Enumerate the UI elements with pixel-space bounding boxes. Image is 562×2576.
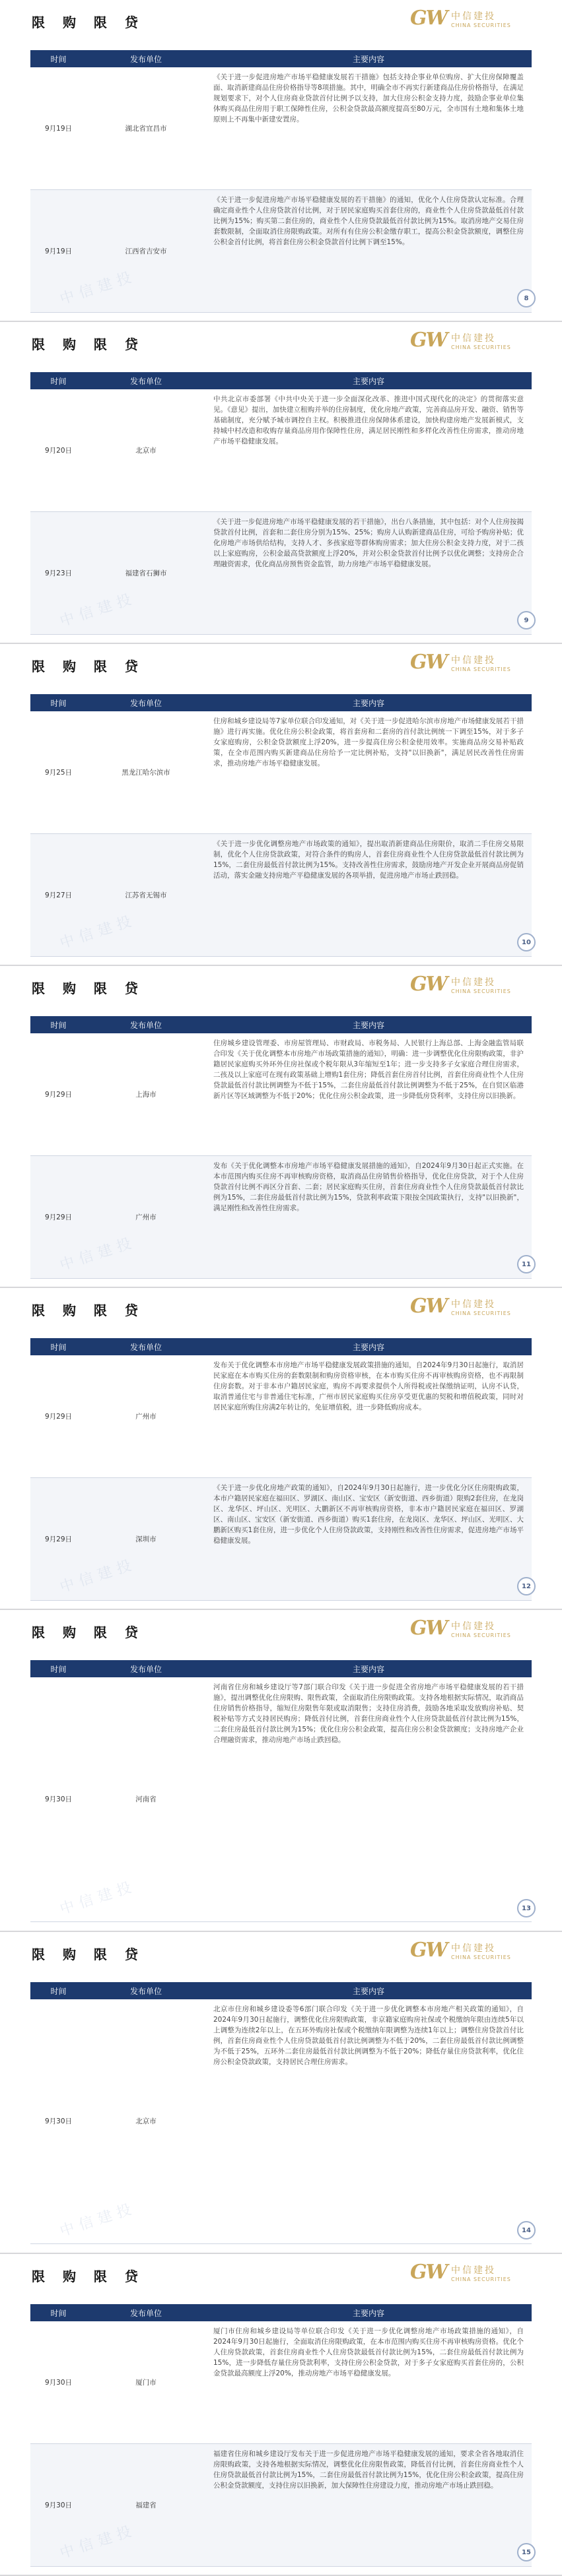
column-header-publisher: 发布单位 bbox=[129, 1986, 162, 1996]
slide-header bbox=[0, 1288, 562, 1329]
cell-time: 9月19日 bbox=[44, 124, 73, 133]
cell-time: 9月25日 bbox=[44, 768, 73, 777]
logo-name-cn: 中信建投 bbox=[451, 977, 496, 988]
slide-page bbox=[0, 0, 562, 322]
cell-time: 9月29日 bbox=[44, 1535, 73, 1543]
slide-page bbox=[0, 1288, 562, 1610]
logo-mark-icon: GW bbox=[410, 973, 447, 996]
watermark-text: 中信建投 bbox=[57, 1555, 139, 1596]
logo-name-en: CHINA SECURITIES bbox=[451, 666, 511, 672]
table-row bbox=[30, 1355, 532, 1478]
table-header-row bbox=[30, 1660, 532, 1677]
table-row bbox=[30, 2321, 532, 2444]
page-number-badge: 13 bbox=[517, 1899, 536, 1917]
cell-publisher: 上海市 bbox=[135, 1090, 157, 1099]
cell-time: 9月29日 bbox=[44, 1412, 73, 1421]
logo-name-cn: 中信建投 bbox=[451, 333, 496, 344]
column-header-content: 主要内容 bbox=[352, 2308, 384, 2318]
cell-content: 北京市住房和城乡建设委等6部门联合印发《关于进一步优化调整本市房地产相关政策的通知》，自2024年9月30日起施行，调整优化住房限购政策，非京籍家庭购房社保或个税缴纳年限由连续5年以上调整为连续2年以上，在五环外购房社保或个税缴纳年限调整为连续1年以上；调整住房贷款首付比例，首套住房商业性个人住房贷款最低首付款比例调整为不低于20%，二套住房最低首付款比例调整为不低于25%，五环外二套住房最低首付款比例调整为不低于20%；降低存量住房贷款利率，优化住房公积金贷款政策，支持居民合理住房需求。 bbox=[213, 2005, 524, 2066]
column-header-publisher: 发布单位 bbox=[129, 376, 162, 386]
cell-time: 9月30日 bbox=[44, 2378, 73, 2387]
logo-name-en: CHINA SECURITIES bbox=[451, 2276, 511, 2282]
cell-content: 河南省住房和城乡建设厅等7部门联合印发《关于进一步促进全省房地产市场平稳健康发展的若干措施》，提出调整优化住房限购、限售政策，全面取消住房限购政策。支持各地根据实际情况，取消商品住房销售价格指导，缩短住房限售年限或取消限售；支持住房消费，鼓励各地采取发放购房补贴、契税补贴等方式支持居民购房；降低首付比例，首套住房商业性个人住房贷款最低首付款比例为15%，二套住房最低首付款比例为15%；优化住房公积金政策，提高住房公积金贷款额度；支持房地产企业合理融资需求，推动房地产市场止跌回稳。 bbox=[213, 1683, 524, 1744]
brand-logo bbox=[410, 329, 516, 358]
table-header-row bbox=[30, 1016, 532, 1033]
page-number-badge: 9 bbox=[517, 611, 536, 629]
logo-name-cn: 中信建投 bbox=[451, 11, 496, 22]
cell-publisher: 江西省吉安市 bbox=[125, 247, 167, 255]
cell-publisher: 湖北省宜昌市 bbox=[125, 124, 167, 133]
cell-time: 9月20日 bbox=[44, 446, 73, 455]
cell-publisher: 江苏省无锡市 bbox=[125, 891, 167, 899]
logo-mark-icon: GW bbox=[410, 1295, 447, 1318]
column-header-content: 主要内容 bbox=[352, 376, 384, 386]
cell-publisher: 北京市 bbox=[135, 2117, 157, 2125]
page-number-badge: 10 bbox=[517, 933, 536, 951]
slide-header bbox=[0, 644, 562, 685]
table-row bbox=[30, 389, 532, 512]
logo-name-en: CHINA SECURITIES bbox=[451, 1954, 511, 1960]
table-header-row bbox=[30, 372, 532, 389]
cell-publisher: 广州市 bbox=[135, 1412, 157, 1421]
column-header-publisher: 发布单位 bbox=[129, 698, 162, 708]
page-number-badge: 14 bbox=[517, 2221, 536, 2239]
slide-header bbox=[0, 0, 562, 41]
cell-time: 9月30日 bbox=[44, 2501, 73, 2509]
table-row bbox=[30, 67, 532, 190]
logo-name-cn: 中信建投 bbox=[451, 2265, 496, 2276]
page-number-badge: 8 bbox=[517, 289, 536, 307]
cell-content: 中共北京市委部署《中共中央关于进一步全面深化改革、推进中国式现代化的决定》的贯彻落实意见。《意见》提出，加快建立租购并举的住房制度，优化房地产政策，完善商品房开发、融资、销售等基础制度，充分赋予城市调控自主权。积极推进住房保障体系建设，加快构建房地产发展新模式，支持城中村改造和收购存量商品房用作保障性住房，满足居民刚性和多样化改善性住房需求，推动房地产市场平稳健康发展。 bbox=[213, 395, 524, 445]
brand-logo bbox=[410, 2261, 516, 2290]
table-header-row bbox=[30, 1982, 532, 1999]
cell-content: 发布《关于优化调整本市房地产市场平稳健康发展措施的通知》，自2024年9月30日起正式实施。在本市范围内购买住房不再审核购房资格，取消商品住房销售价格指导，优化住房贷款，对于个人住房贷款首付比例不再区分首套、二套；居民家庭购买住房，首套住房商业性个人住房贷款最低首付款比例为15%，二套住房最低首付款比例为15%，贷款利率政策下限按全国政策执行，支持"以旧换新"，满足刚性和改善性住房需求。 bbox=[213, 1162, 524, 1212]
cell-publisher: 福建省石狮市 bbox=[125, 569, 167, 577]
slide-page bbox=[0, 322, 562, 644]
section-title: 限 购 限 贷 bbox=[32, 337, 145, 352]
cell-publisher: 深圳市 bbox=[135, 1535, 157, 1543]
column-header-content: 主要内容 bbox=[352, 1986, 384, 1996]
column-header-time: 时间 bbox=[50, 1986, 67, 1996]
cell-content: 住房和城乡建设局等7家单位联合印发通知，对《关于进一步促进哈尔滨市房地产市场健康发展若干措施》进行再实施。优化住房公积金政策，将首套房和二套房的首付款比例统一下调至15%，对于多子女家庭购房，公积金贷款额度上浮20%，进一步提高住房公积金使用效率。实施商品房交易补贴政策，在全市范围内购买新建商品住房给予一定比例补贴，支持"以旧换新"，满足居民改善性住房需求，推动房地产市场平稳健康发展。 bbox=[213, 717, 524, 767]
brand-logo bbox=[410, 1939, 516, 1968]
logo-mark-icon: GW bbox=[410, 1617, 447, 1640]
cell-content: 厦门市住房和城乡建设局等单位联合印发《关于进一步优化调整房地产市场政策措施的通知》，自2024年9月30日起施行，全面取消住房限购政策，在本市范围内购买住房不再审核购房资格。优化个人住房贷款政策，首套住房商业性个人住房贷款最低首付款比例为15%，二套住房最低首付款比例为15%，进一步降低存量住房贷款利率，支持住房公积金贷款，对于多子女家庭购买首套住房的，公积金贷款最高额度上浮20%，推动房地产市场平稳健康发展。 bbox=[213, 2327, 524, 2377]
slide-page bbox=[0, 644, 562, 966]
watermark-text: 中信建投 bbox=[57, 2521, 139, 2562]
cell-publisher: 北京市 bbox=[135, 446, 157, 455]
cell-content: 发布关于优化调整本市房地产市场平稳健康发展政策措施的通知，自2024年9月30日起施行，取消居民家庭在本市购买住房的套数限制和购房资格审核，在本市购买住房不再审核购房资格，也不再限制住房套数。对于非本市户籍居民家庭，购房不再要求提供个人所得税或社保缴纳证明，认房不认贷，取消普通住宅与非普通住宅标准，广州市居民家庭购买住房享受更优惠的契税和增值税政策，同时对居民家庭所购住房满2年转让的，免征增值税，进一步降低购房成本。 bbox=[213, 1361, 524, 1411]
logo-name-en: CHINA SECURITIES bbox=[451, 344, 511, 350]
slide-header bbox=[0, 966, 562, 1007]
brand-logo bbox=[410, 973, 516, 1002]
table-header-row bbox=[30, 2304, 532, 2321]
cell-time: 9月30日 bbox=[44, 1795, 73, 1803]
cell-content: 住房城乡建设管理委、市房屋管理局、市财政局、市税务局、人民银行上海总部、上海金融监管局联合印发《关于优化调整本市房地产市场政策措施的通知》，明确：进一步调整优化住房限购政策，非沪籍居民家庭购买外环外住房社保或个税年限从3年缩短至1年；进一步支持多子女家庭合理住房需求，二孩及以上家庭可在现有政策基础上增购1套住房；降低首套住房首付比例，首套住房商业性个人住房贷款最低首付款比例调整为不低于15%，二套住房最低首付款比例调整为不低于25%，在自贸区临港新片区等区域调整为不低于20%；优化住房公积金政策，进一步降低房贷利率，支持住房以旧换新。 bbox=[213, 1039, 524, 1100]
brand-logo bbox=[410, 651, 516, 680]
cell-content: 《关于进一步促进房地产市场平稳健康发展若干措施》包括支持企事业单位购房、扩大住房保障覆盖面、取消新建商品住房价格指导等8项措施。其中，明确全市不再实行新建商品住房价格指导，在满足规划要求下，对个人住房商业贷款首付比例予以支持，加大住房公积金支持力度，鼓励企事业单位集体购买商品住房用于职工保障性住房，公积金贷款最高额度提高至80万元，全市国有土地和集体土地原则上不再集中新建安置房。 bbox=[213, 73, 524, 123]
column-header-content: 主要内容 bbox=[352, 698, 384, 708]
section-title: 限 购 限 贷 bbox=[32, 659, 145, 674]
column-header-publisher: 发布单位 bbox=[129, 1342, 162, 1352]
column-header-time: 时间 bbox=[50, 2308, 67, 2318]
table-header-row bbox=[30, 1338, 532, 1355]
cell-content: 《关于进一步优化房地产政策的通知》，自2024年9月30日起施行，进一步优化分区住房限购政策，本市户籍居民家庭在福田区、罗湖区、南山区、宝安区（新安街道、西乡街道）限购2套住房，在龙岗区、龙华区、坪山区、光明区、大鹏新区不再审核购房资格，非本市户籍居民家庭在福田区、罗湖区、南山区、宝安区（新安街道、西乡街道）购买1套住房，在龙岗区、龙华区、坪山区、光明区、大鹏新区购买1套住房，进一步优化个人住房贷款政策，支持刚性和改善性住房需求，促进房地产市场平稳健康发展。 bbox=[213, 1484, 524, 1545]
section-title: 限 购 限 贷 bbox=[32, 1947, 145, 1962]
slide-page bbox=[0, 1932, 562, 2254]
watermark-text: 中信建投 bbox=[57, 911, 139, 952]
brand-logo bbox=[410, 1617, 516, 1646]
logo-name-en: CHINA SECURITIES bbox=[451, 1632, 511, 1638]
column-header-time: 时间 bbox=[50, 376, 67, 386]
logo-name-en: CHINA SECURITIES bbox=[451, 22, 511, 28]
cell-publisher: 黑龙江哈尔滨市 bbox=[122, 768, 170, 777]
logo-mark-icon: GW bbox=[410, 1939, 447, 1962]
slide-header bbox=[0, 2254, 562, 2295]
column-header-publisher: 发布单位 bbox=[129, 1020, 162, 1030]
slide-page bbox=[0, 2254, 562, 2576]
slide-header bbox=[0, 1610, 562, 1651]
watermark-text: 中信建投 bbox=[57, 2199, 139, 2240]
column-header-content: 主要内容 bbox=[352, 1664, 384, 1674]
cell-publisher: 厦门市 bbox=[135, 2378, 157, 2387]
column-header-time: 时间 bbox=[50, 54, 67, 64]
watermark-text: 中信建投 bbox=[57, 1877, 139, 1918]
cell-time: 9月29日 bbox=[44, 1213, 73, 1221]
slide-header bbox=[0, 322, 562, 363]
table-header-row bbox=[30, 50, 532, 67]
cell-content: 《关于进一步优化调整房地产市场政策的通知》，提出取消新建商品住房限价，取消二手住房交易限制，优化个人住房贷款政策，对符合条件的购房人，首套住房商业性个人住房贷款最低首付款比例为15%，二套住房最低首付款比例为15%。支持改善性住房需求，鼓励房地产开发企业开展商品房促销活动，落实金融支持房地产平稳健康发展的各项举措，促进房地产市场止跌回稳。 bbox=[213, 840, 524, 880]
cell-publisher: 河南省 bbox=[135, 1795, 157, 1803]
slide-page bbox=[0, 966, 562, 1288]
column-header-time: 时间 bbox=[50, 698, 67, 708]
logo-mark-icon: GW bbox=[410, 2261, 447, 2284]
column-header-time: 时间 bbox=[50, 1664, 67, 1674]
section-title: 限 购 限 贷 bbox=[32, 1625, 145, 1640]
column-header-content: 主要内容 bbox=[352, 1342, 384, 1352]
cell-time: 9月23日 bbox=[44, 569, 73, 577]
logo-mark-icon: GW bbox=[410, 651, 447, 674]
cell-publisher: 广州市 bbox=[135, 1213, 157, 1221]
logo-name-cn: 中信建投 bbox=[451, 1299, 496, 1310]
watermark-text: 中信建投 bbox=[57, 267, 139, 308]
column-header-publisher: 发布单位 bbox=[129, 54, 162, 64]
column-header-time: 时间 bbox=[50, 1020, 67, 1030]
slide-header bbox=[0, 1932, 562, 1973]
logo-mark-icon: GW bbox=[410, 329, 447, 352]
cell-publisher: 福建省 bbox=[135, 2501, 157, 2509]
page-number-badge: 15 bbox=[517, 2543, 536, 2561]
column-header-time: 时间 bbox=[50, 1342, 67, 1352]
column-header-content: 主要内容 bbox=[352, 54, 384, 64]
cell-time: 9月30日 bbox=[44, 2117, 73, 2125]
cell-time: 9月27日 bbox=[44, 891, 73, 899]
logo-name-cn: 中信建投 bbox=[451, 1943, 496, 1954]
column-header-publisher: 发布单位 bbox=[129, 2308, 162, 2318]
table-row bbox=[30, 711, 532, 834]
page-number-badge: 11 bbox=[517, 1255, 536, 1273]
section-title: 限 购 限 贷 bbox=[32, 2269, 145, 2284]
slide-page bbox=[0, 1610, 562, 1932]
cell-time: 9月29日 bbox=[44, 1090, 73, 1099]
table-row bbox=[30, 1033, 532, 1156]
column-header-content: 主要内容 bbox=[352, 1020, 384, 1030]
page-number-badge: 12 bbox=[517, 1577, 536, 1595]
cell-content: 《关于进一步促进房地产市场平稳健康发展的若干措施》，出台八条措施，其中包括：对个人住房按揭贷款首付比例，首套和二套住房分别为15%、25%；购房人认购新建商品住房，可给予购房补贴；优化房地产市场供给结构，支持人才、多孩家庭等群体购房需求；加大住房公积金支持力度，对于二孩以上家庭购房，公积金最高贷款额度上浮20%，并对公积金贷款首付比例予以优化调整；支持房企合理融资需求，优化商品房预售资金监管，助力房地产市场平稳健康发展。 bbox=[213, 518, 524, 568]
brand-logo bbox=[410, 7, 516, 36]
cell-time: 9月19日 bbox=[44, 247, 73, 255]
table-header-row bbox=[30, 694, 532, 711]
section-title: 限 购 限 贷 bbox=[32, 15, 145, 30]
logo-name-en: CHINA SECURITIES bbox=[451, 1310, 511, 1316]
section-title: 限 购 限 贷 bbox=[32, 1303, 145, 1318]
brand-logo bbox=[410, 1295, 516, 1324]
logo-name-cn: 中信建投 bbox=[451, 655, 496, 666]
column-header-publisher: 发布单位 bbox=[129, 1664, 162, 1674]
watermark-text: 中信建投 bbox=[57, 1233, 139, 1274]
logo-name-en: CHINA SECURITIES bbox=[451, 988, 511, 994]
logo-mark-icon: GW bbox=[410, 7, 447, 30]
cell-content: 《关于进一步促进房地产市场平稳健康发展的若干措施》的通知，优化个人住房贷款认定标准。合理确定商业性个人住房贷款首付比例，对于居民家庭购买首套住房的，商业性个人住房贷款最低首付款比例为15%；购买第二套住房的，商业性个人住房贷款最低首付款比例为15%。取消房地产交易住房套数限制，全面取消住房限购政策。对所有有住房公积金缴存职工，提高公积金贷款额度，调整住房公积金首付比例，将首套住房公积金贷款首付比例下调至15%。 bbox=[213, 196, 524, 246]
watermark-text: 中信建投 bbox=[57, 589, 139, 630]
cell-content: 福建省住房和城乡建设厅发布关于进一步促进房地产市场平稳健康发展的通知，要求全省各地取消住房限购政策，支持各地根据实际情况，调整优化住房限售政策，降低首付比例，首套住房商业性个人住房贷款最低首付款比例为15%，二套住房最低首付款比例为15%，优化住房公积金政策，提高住房公积金贷款额度，支持住房以旧换新，加大保障性住房建设力度，推动房地产市场止跌回稳。 bbox=[213, 2450, 524, 2490]
section-title: 限 购 限 贷 bbox=[32, 981, 145, 996]
logo-name-cn: 中信建投 bbox=[451, 1621, 496, 1632]
